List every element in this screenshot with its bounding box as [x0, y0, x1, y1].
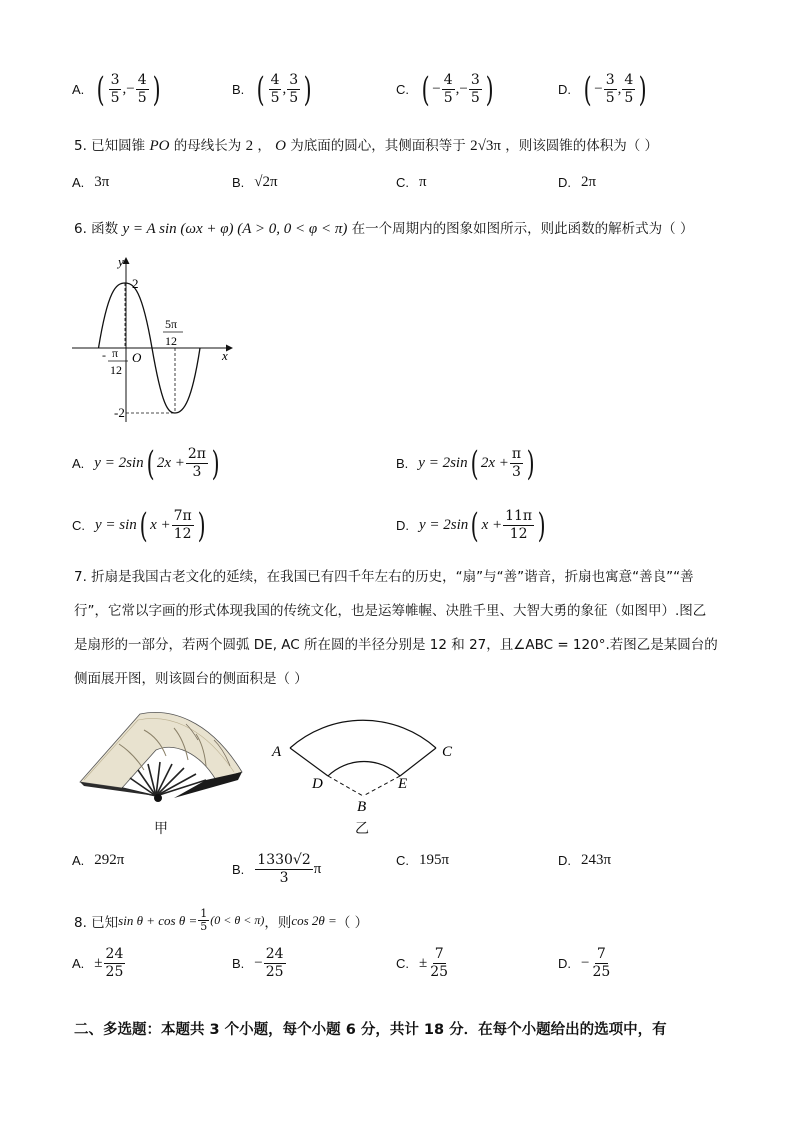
- q7-options-row: [0, 852, 794, 892]
- xleft-sign: -: [102, 348, 106, 362]
- q6-options-row-2: [0, 505, 794, 548]
- q4-option-a[interactable]: A. ( $\frac{3}{5}$ , − $\frac{4}{5}$ ): [72, 69, 161, 110]
- q6-stem: 6. 函数 y = A sin (ωx + φ) (A > 0, 0 < φ < π) 在一个周期内的图象如图所示，则此函数的解析式为（ ）: [74, 221, 694, 237]
- q6-option-a[interactable]: A. y = 2sin ( 2x + $\frac{2\pi}{3}$ ): [72, 443, 220, 484]
- q4-option-d[interactable]: D. ( − $\frac{3}{5}$ , $\frac{4}{5}$ ): [558, 69, 647, 110]
- point-b: B: [357, 799, 367, 815]
- q5-option-a[interactable]: A. 3π: [72, 174, 110, 190]
- q4-option-c[interactable]: C. ( − $\frac{4}{5}$ , − $\frac{3}{5}$ ): [396, 69, 494, 110]
- min-label: -2: [114, 405, 125, 420]
- segment-db: [328, 776, 363, 796]
- q5-options-row: [0, 174, 794, 214]
- q7-option-a[interactable]: A. 292π: [72, 852, 125, 868]
- q5-option-d[interactable]: D. 2π: [558, 174, 597, 190]
- q4-options-row: [0, 69, 794, 112]
- q8-option-c[interactable]: C. ± $\frac{7}{25}$: [396, 946, 449, 980]
- q8-option-d[interactable]: D. − $\frac{7}{25}$: [558, 946, 611, 980]
- segment-ad: [290, 748, 328, 776]
- q8-stem: 8. 已知 sin θ + cos θ = $\frac{1}{5}$ (0 < θ < π) ，则 cos 2θ = （ ）: [74, 907, 369, 933]
- point-a: A: [272, 744, 282, 760]
- q7-option-b[interactable]: B. $\frac{1330√2}{3}$ π: [232, 852, 322, 886]
- q7-option-d[interactable]: D. 243π: [558, 852, 612, 868]
- q6-option-c[interactable]: C. y = sin ( x + $\frac{7\pi}{12}$ ): [72, 505, 206, 546]
- xleft-den: 12: [110, 363, 122, 377]
- q5-option-c[interactable]: C. π: [396, 174, 427, 190]
- q8-option-b[interactable]: B. − $\frac{24}{25}$: [232, 946, 284, 980]
- q6-sine-graph: [70, 250, 240, 425]
- fig-b-caption: 乙: [355, 821, 369, 837]
- q8-options-row: [0, 946, 794, 986]
- fig-a-caption: 甲: [154, 821, 168, 837]
- annular-sector-diagram: [268, 700, 468, 818]
- q7-option-c[interactable]: C. 195π: [396, 852, 450, 868]
- max-label: 2: [132, 276, 139, 291]
- point-e: E: [398, 776, 408, 792]
- xright-num: 5π: [165, 317, 178, 331]
- q5-option-b[interactable]: B. √2π: [232, 174, 278, 190]
- segment-eb: [363, 776, 400, 796]
- q4-option-b[interactable]: B. ( $\frac{4}{5}$ , $\frac{3}{5}$ ): [232, 69, 312, 110]
- q6-options-row-1: [0, 443, 794, 486]
- q8-option-a[interactable]: A. ± $\frac{24}{25}$: [72, 946, 124, 980]
- x-label: x: [222, 348, 228, 363]
- q5-stem: 5. 已知圆锥 PO 的母线长为 2 ， O 为底面的圆心，其侧面积等于 2√3π ，则该圆锥的体积为（ ）: [74, 138, 658, 154]
- q7-stem: 7. 折扇是我国古老文化的延续，在我国已有四千年左右的历史，“扇”与“善”谐音，折扇也寓意“善良”“善 行”，它常以字画的形式体现我国的传统文化，也是运筹帷幄、决胜千里、大智大勇的象征（如图甲）.图乙 是扇形的一部分，若两个圆弧 DE, AC 所在圆的半径分别是 12 和 27，且∠ABC = 120°.若图乙是某圆台的 侧面展开图，则该圆台的侧面积是（ ）: [74, 569, 718, 687]
- point-d: D: [312, 776, 323, 792]
- arc-de: [328, 762, 400, 776]
- q6-option-d[interactable]: D. y = 2sin ( x + $\frac{11\pi}{12}$ ): [396, 505, 546, 546]
- point-c: C: [442, 744, 453, 760]
- xright-den: 12: [165, 334, 177, 348]
- section-two-heading: 二、多选题：本题共 3 个小题，每个小题 6 分，共计 18 分．在每个小题给出的选项中，有: [74, 1022, 667, 1038]
- arc-ac: [290, 720, 436, 748]
- origin-label: O: [132, 350, 142, 365]
- y-label: y: [118, 254, 124, 269]
- folding-fan-illustration: [74, 710, 250, 806]
- q6-option-b[interactable]: B. y = 2sin ( 2x + $\frac{\pi}{3}$ ): [396, 443, 535, 484]
- xleft-num: π: [112, 346, 119, 360]
- segment-ce: [400, 748, 436, 776]
